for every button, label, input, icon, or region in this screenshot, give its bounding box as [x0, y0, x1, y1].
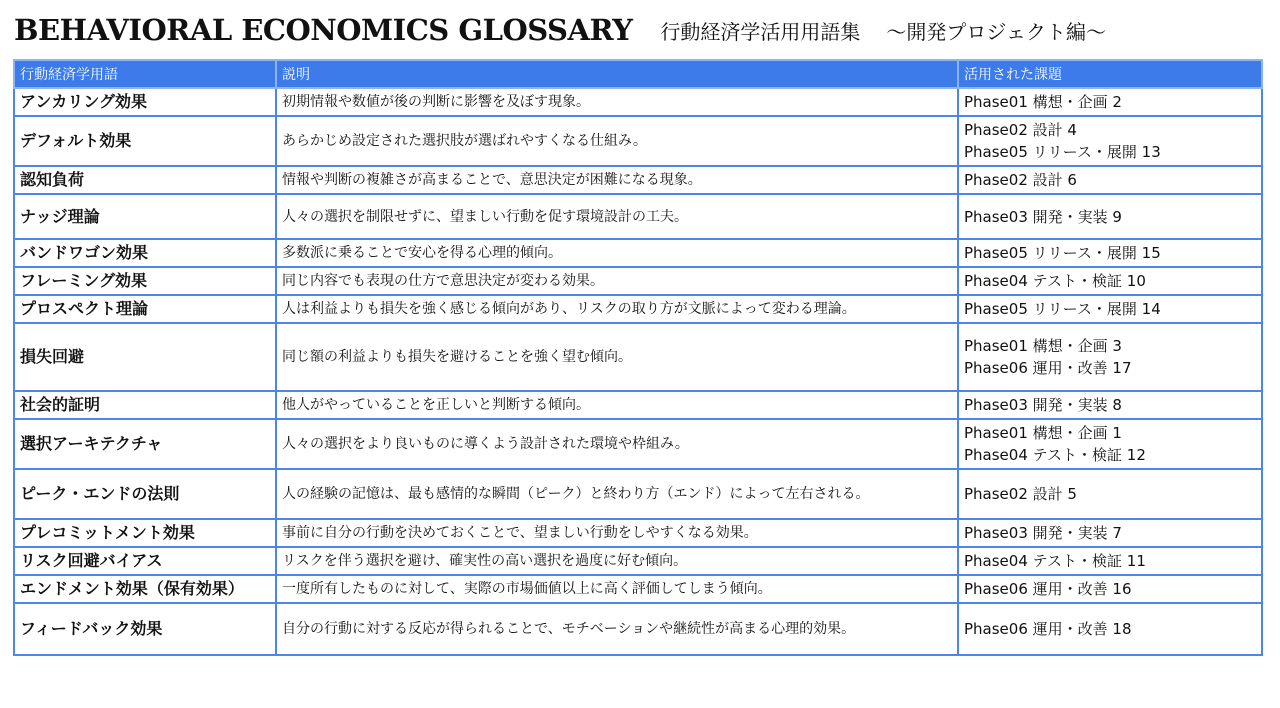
term-cell: エンドメント効果（保有効果）	[14, 575, 276, 603]
description-cell: 一度所有したものに対して、実際の市場価値以上に高く評価してしまう傾向。	[276, 575, 958, 603]
phase-item: Phase06 運用・改善 17	[964, 359, 1132, 377]
table-header-row	[14, 60, 1262, 88]
phase-item: Phase05 リリース・展開 15	[964, 244, 1161, 262]
phase-cell	[958, 166, 1262, 194]
description-cell: 人の経験の記憶は、最も感情的な瞬間（ピーク）と終わり方（エンド）によって左右される。	[276, 469, 958, 519]
column-header-term: 行動経済学用語	[14, 60, 276, 88]
description-cell: 同じ額の利益よりも損失を避けることを強く望む傾向。	[276, 323, 958, 391]
column-header-phase: 活用された課題	[958, 60, 1262, 88]
phase-item: Phase02 設計 4	[964, 121, 1077, 139]
term-cell: 社会的証明	[14, 391, 276, 419]
table-row	[14, 419, 1262, 469]
phase-cell	[958, 469, 1262, 519]
table-row	[14, 469, 1262, 519]
term-cell: リスク回避バイアス	[14, 547, 276, 575]
table-row	[14, 88, 1262, 116]
phase-cell	[958, 267, 1262, 295]
description-cell: 多数派に乗ることで安心を得る心理的傾向。	[276, 239, 958, 267]
phase-cell	[958, 88, 1262, 116]
term-cell: 選択アーキテクチャ	[14, 419, 276, 469]
phase-cell	[958, 239, 1262, 267]
term-cell: デフォルト効果	[14, 116, 276, 166]
phase-cell	[958, 547, 1262, 575]
page-title: BEHAVIORAL ECONOMICS GLOSSARY	[14, 13, 633, 47]
description-cell: 同じ内容でも表現の仕方で意思決定が変わる効果。	[276, 267, 958, 295]
term-cell: バンドワゴン効果	[14, 239, 276, 267]
phase-cell	[958, 575, 1262, 603]
table-row	[14, 547, 1262, 575]
term-cell: 損失回避	[14, 323, 276, 391]
phase-item: Phase03 開発・実装 7	[964, 524, 1122, 542]
page-subtitle: 〜開発プロジェクト編〜	[886, 19, 1107, 44]
table-row	[14, 323, 1262, 391]
glossary-table	[13, 59, 1263, 656]
phase-cell	[958, 419, 1262, 469]
table-row	[14, 391, 1262, 419]
table-row	[14, 295, 1262, 323]
column-header-description: 説明	[276, 60, 958, 88]
term-cell: プレコミットメント効果	[14, 519, 276, 547]
description-cell: 人々の選択を制限せずに、望ましい行動を促す環境設計の工夫。	[276, 194, 958, 239]
description-cell: 自分の行動に対する反応が得られることで、モチベーションや継続性が高まる心理的効果。	[276, 603, 958, 655]
phase-item: Phase05 リリース・展開 14	[964, 300, 1161, 318]
description-cell: 初期情報や数値が後の判断に影響を及ぼす現象。	[276, 88, 958, 116]
phase-item: Phase04 テスト・検証 10	[964, 272, 1146, 290]
phase-item: Phase03 開発・実装 9	[964, 207, 1122, 226]
table-row	[14, 166, 1262, 194]
page-title-japanese: 行動経済学活用用語集	[660, 19, 861, 44]
term-cell: アンカリング効果	[14, 88, 276, 116]
phase-cell	[958, 295, 1262, 323]
description-cell: リスクを伴う選択を避け、確実性の高い選択を過度に好む傾向。	[276, 547, 958, 575]
phase-item: Phase02 設計 5	[964, 485, 1077, 503]
phase-item: Phase01 構想・企画 1	[964, 424, 1122, 442]
term-cell: フレーミング効果	[14, 267, 276, 295]
description-cell: 事前に自分の行動を決めておくことで、望ましい行動をしやすくなる効果。	[276, 519, 958, 547]
page-header	[14, 10, 1106, 50]
term-cell: 認知負荷	[14, 166, 276, 194]
table-row	[14, 575, 1262, 603]
phase-cell	[958, 603, 1262, 655]
table-row	[14, 239, 1262, 267]
phase-item: Phase06 運用・改善 18	[964, 620, 1132, 638]
term-cell: プロスペクト理論	[14, 295, 276, 323]
phase-cell	[958, 323, 1262, 391]
term-cell: フィードバック効果	[14, 603, 276, 655]
phase-item: Phase01 構想・企画 3	[964, 337, 1122, 355]
description-cell: あらかじめ設定された選択肢が選ばれやすくなる仕組み。	[276, 116, 958, 166]
table-row	[14, 116, 1262, 166]
phase-cell	[958, 194, 1262, 239]
description-cell: 他人がやっていることを正しいと判断する傾向。	[276, 391, 958, 419]
phase-item: Phase05 リリース・展開 13	[964, 143, 1161, 161]
description-cell: 人々の選択をより良いものに導くよう設計された環境や枠組み。	[276, 419, 958, 469]
description-cell: 人は利益よりも損失を強く感じる傾向があり、リスクの取り方が文脈によって変わる理論。	[276, 295, 958, 323]
phase-item: Phase03 開発・実装 8	[964, 396, 1122, 414]
term-cell: ナッジ理論	[14, 194, 276, 239]
phase-item: Phase02 設計 6	[964, 171, 1077, 189]
phase-item: Phase04 テスト・検証 12	[964, 446, 1146, 464]
phase-item: Phase04 テスト・検証 11	[964, 552, 1146, 570]
phase-cell	[958, 519, 1262, 547]
description-cell: 情報や判断の複雑さが高まることで、意思決定が困難になる現象。	[276, 166, 958, 194]
phase-cell	[958, 391, 1262, 419]
term-cell: ピーク・エンドの法則	[14, 469, 276, 519]
table-row	[14, 603, 1262, 655]
table-row	[14, 194, 1262, 239]
phase-cell	[958, 116, 1262, 166]
phase-item: Phase01 構想・企画 2	[964, 93, 1122, 111]
table-row	[14, 519, 1262, 547]
phase-item: Phase06 運用・改善 16	[964, 580, 1132, 598]
table-row	[14, 267, 1262, 295]
